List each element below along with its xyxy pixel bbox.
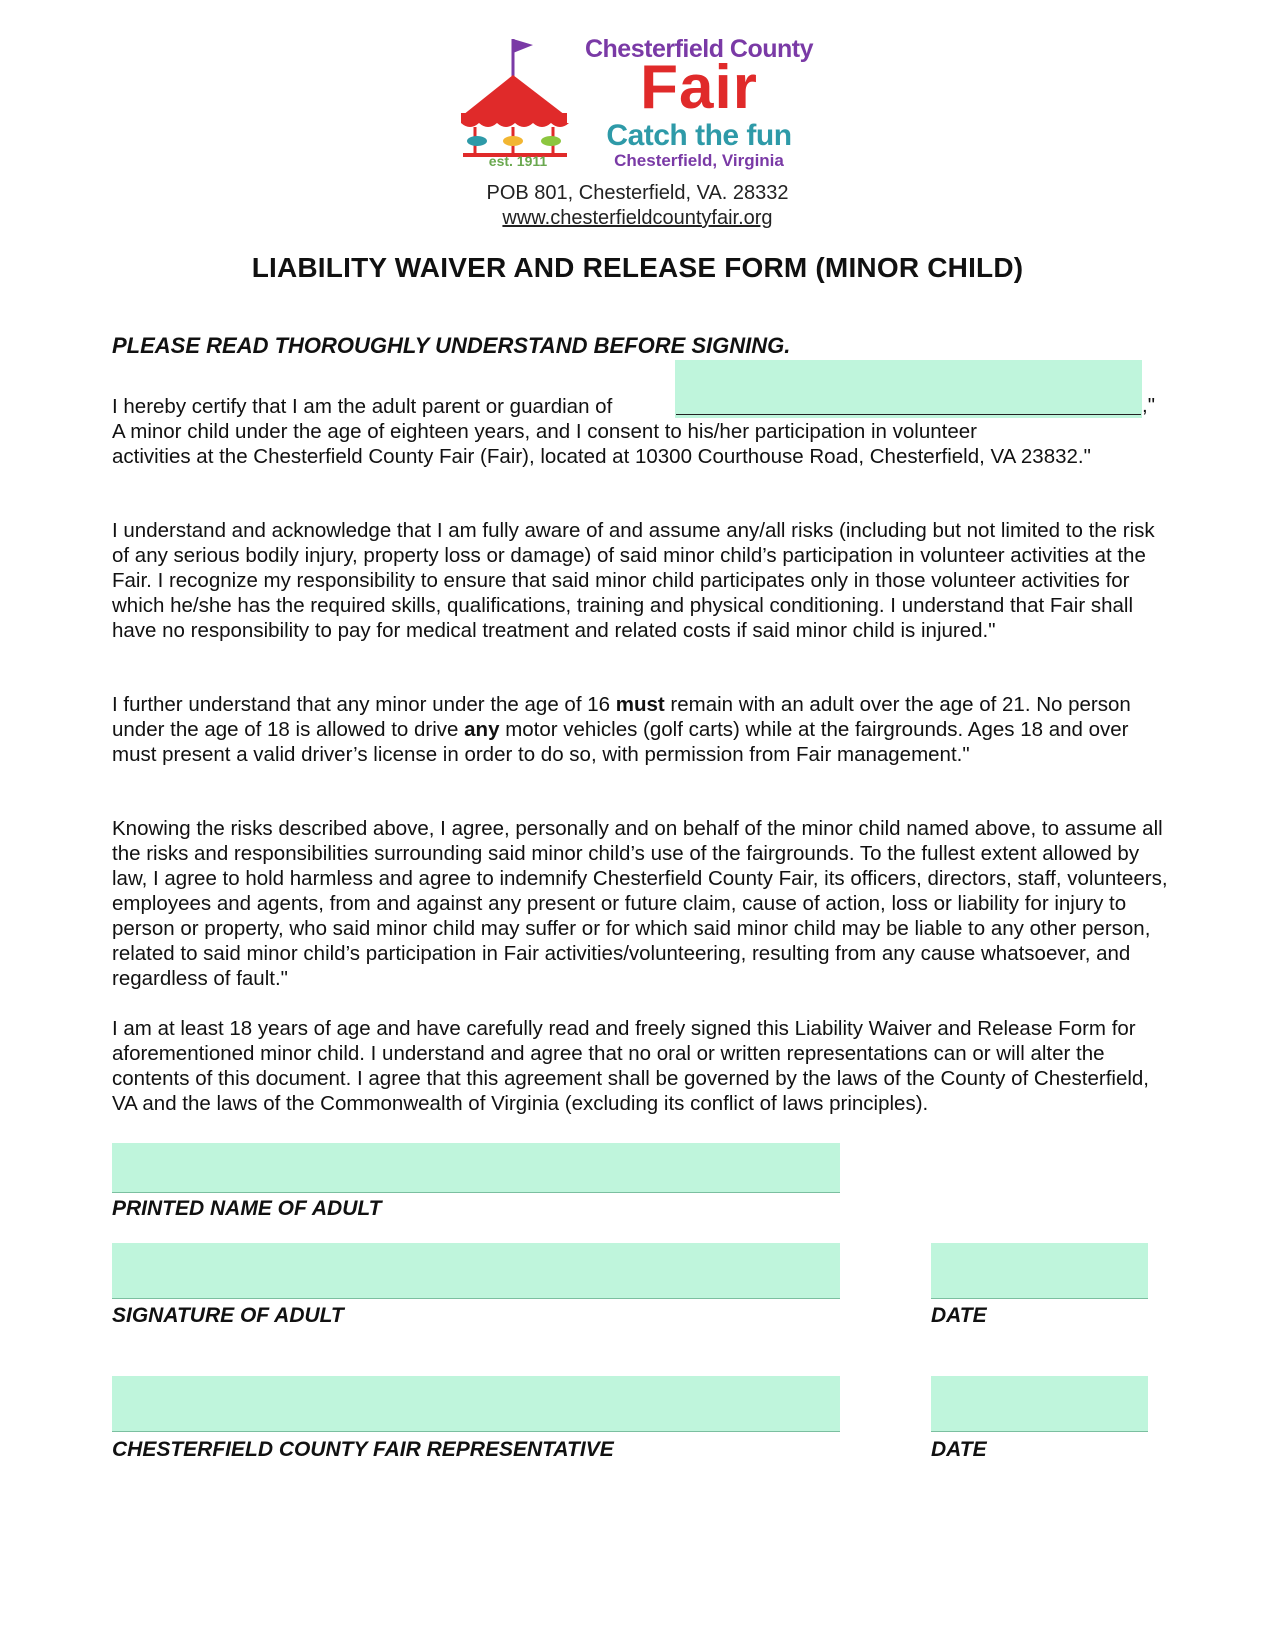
signature-label: SIGNATURE OF ADULT: [112, 1304, 344, 1327]
minors-text-c: remain with an adult over the age of 21. No person under the age of 18 is allowed to drive: [112, 693, 1131, 741]
address: POB 801, Chesterfield, VA. 28332: [486, 182, 789, 204]
representative-date-label: DATE: [931, 1438, 987, 1461]
paragraph-indemnify: Knowing the risks described above, I agree, personally and on behalf of the minor child named above, to assume all the risks and responsibilities surrounding said minor child’s use of the fairgrounds. To the fullest extent allowed by law, I agree to hold harmless and agree to indemnify Chesterfield County Fair, its officers, directors, staff, volunteers, employees and agents, from and against any present or future claim, cause of action, loss or liability for injury to person or property, who said minor child may suffer or for which said minor child may be liable to any other person, related to said minor child’s participation in Fair activities/volunteering, resulting from any cause whatsoever, and regardless of fault.": [112, 817, 1168, 990]
paragraph-risks: I understand and acknowledge that I am fully aware of and assume any/all risks (including but not limited to the risk of any serious bodily injury, property loss or damage) of said minor child’s participation in volunteer activities at the Fair. I recognize my responsibility to ensure that said minor child participates only in those volunteer activities for which he/she has the required skills, qualifications, training and physical conditioning. I understand that Fair shall have no responsibility to pay for medical treatment and related costs if said minor child is injured.": [112, 519, 1155, 642]
logo-established: est. 1911: [488, 153, 548, 169]
representative-date-input[interactable]: [931, 1376, 1148, 1432]
consent-line-2: A minor child under the age of eighteen years, and I consent to his/her participation in volunteer: [112, 420, 977, 443]
minors-emphasis-must: must: [615, 693, 665, 716]
representative-label: CHESTERFIELD COUNTY FAIR REPRESENTATIVE: [112, 1438, 614, 1461]
minors-emphasis-any: any: [464, 718, 500, 741]
child-name-close-quote: ,": [1142, 394, 1155, 417]
logo-fair: Fair: [640, 53, 758, 122]
logo-county: Chesterfield County: [584, 35, 814, 63]
adult-date-label: DATE: [931, 1304, 987, 1327]
printed-name-input[interactable]: [112, 1143, 840, 1193]
paragraph-minors: [112, 692, 1172, 767]
consent-line-3: activities at the Chesterfield County Fair (Fair), located at 10300 Courthouse Road, Chesterfield, VA 23832.": [112, 445, 1091, 468]
logo-tagline: Catch the fun: [606, 119, 792, 152]
signature-input[interactable]: [112, 1243, 840, 1299]
consent-lead: I hereby certify that I am the adult parent or guardian of: [112, 395, 613, 418]
paragraph-agreement: I am at least 18 years of age and have carefully read and freely signed this Liability Waiver and Release Form for aforementioned minor child. I understand and agree that no oral or written representations can or will alter the contents of this document. I agree that this agreement shall be governed by the laws of the County of Chesterfield, VA and the laws of the Commonwealth of Virginia (excluding its conflict of laws principles).: [112, 1017, 1149, 1115]
minors-text-a: I further understand that any minor under the age of 16: [112, 693, 611, 716]
notice-text: PLEASE READ THOROUGHLY UNDERSTAND BEFORE SIGNING.: [112, 333, 791, 358]
printed-name-label: PRINTED NAME OF ADULT: [112, 1197, 382, 1220]
website-link[interactable]: www.chesterfieldcountyfair.org: [502, 207, 773, 229]
adult-date-input[interactable]: [931, 1243, 1148, 1299]
fair-logo: [455, 35, 815, 175]
logo-city: Chesterfield, Virginia: [614, 151, 784, 170]
minors-text-e: motor vehicles (golf carts) while at the fairgrounds. Ages 18 and over must present a valid driver’s license in order to do so, with permission from Fair management.": [112, 718, 1129, 766]
representative-input[interactable]: [112, 1376, 840, 1432]
page-title: LIABILITY WAIVER AND RELEASE FORM (MINOR CHILD): [251, 252, 1024, 283]
carousel-icon: [455, 35, 585, 165]
paragraph-consent: [112, 394, 1172, 469]
